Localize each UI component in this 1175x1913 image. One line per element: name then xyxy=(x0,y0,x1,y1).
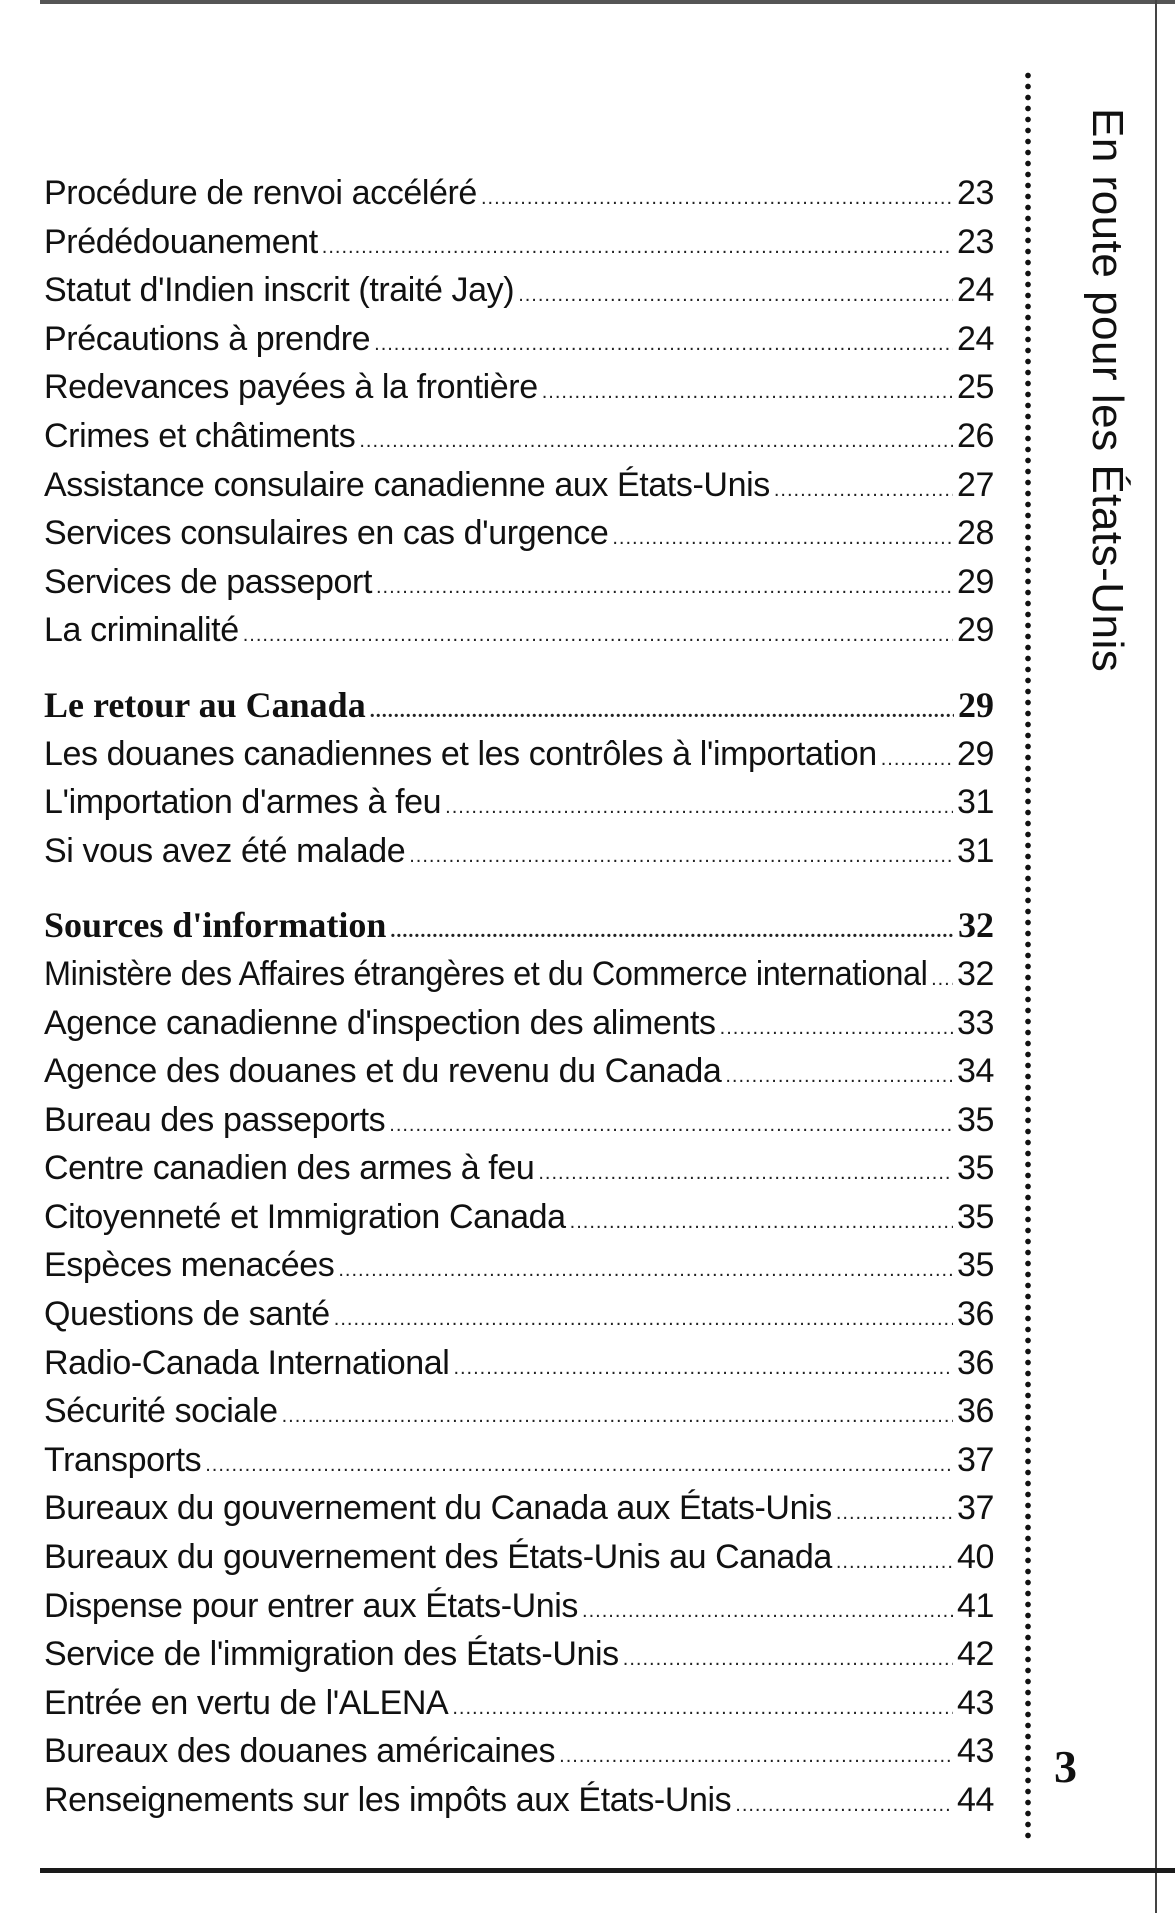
toc-entry-label: Services consulaires en cas d'urgence xyxy=(44,514,609,553)
leader-dots xyxy=(282,1393,953,1440)
toc-entry[interactable] xyxy=(44,1631,994,1680)
toc-entry-page: 37 xyxy=(956,1489,994,1528)
leader-dots xyxy=(774,467,953,514)
toc-entry-label: La criminalité xyxy=(44,611,239,650)
toc-entry-page: 26 xyxy=(956,416,994,455)
toc-entry-label: Ministère des Affaires étrangères et du Commerce international xyxy=(44,954,928,993)
toc-entry-page: 40 xyxy=(956,1538,994,1577)
toc-entry-page: 23 xyxy=(956,174,994,212)
toc-entry-label: Services de passeport xyxy=(44,562,372,601)
section-title: Sources d'information xyxy=(44,905,387,946)
toc-entry-page: 43 xyxy=(956,1732,994,1771)
toc-entry-page: 34 xyxy=(956,1052,994,1091)
toc-entry-label: Agence des douanes et du revenu du Canada xyxy=(44,1052,722,1091)
toc-entry[interactable] xyxy=(44,731,994,780)
leader-dots xyxy=(389,1102,953,1149)
leader-dots xyxy=(582,1588,953,1635)
toc-entry[interactable] xyxy=(44,559,994,608)
toc-entry-label: Précautions à prendre xyxy=(44,319,371,358)
toc-entry[interactable] xyxy=(44,510,994,559)
toc-entry-page: 35 xyxy=(956,1149,994,1188)
leader-dots xyxy=(452,1685,953,1732)
leader-dots xyxy=(612,515,953,562)
toc-entry-label: Citoyenneté et Immigration Canada xyxy=(44,1197,566,1236)
toc-entry[interactable] xyxy=(44,219,994,268)
toc-entry-label: Prédédouanement xyxy=(44,222,318,261)
leader-dots xyxy=(338,1247,953,1294)
leader-dots xyxy=(243,612,953,659)
section-title: Le retour au Canada xyxy=(44,684,366,725)
toc-entry[interactable] xyxy=(44,364,994,413)
leader-dots xyxy=(542,369,953,416)
toc-entry-page: 44 xyxy=(956,1781,994,1819)
toc-entry-page: 24 xyxy=(956,319,994,358)
toc-entry[interactable] xyxy=(44,1194,994,1243)
toc-entry-page: 24 xyxy=(956,271,994,310)
toc-entry[interactable] xyxy=(44,1437,994,1486)
toc-entry-label: Assistance consulaire canadienne aux États-Unis xyxy=(44,465,770,504)
toc-entry[interactable] xyxy=(44,828,994,877)
toc-entry[interactable] xyxy=(44,316,994,365)
toc-entry-label: Agence canadienne d'inspection des aliments xyxy=(44,1003,716,1042)
toc-entry[interactable] xyxy=(44,1777,994,1826)
toc-entry-page: 29 xyxy=(956,734,994,773)
top-border-rule xyxy=(40,0,1175,4)
toc-entry-page: 29 xyxy=(956,611,994,650)
page-right-edge xyxy=(1155,0,1157,1913)
toc-entry-page: 42 xyxy=(956,1635,994,1674)
toc-entry[interactable] xyxy=(44,1145,994,1194)
table-of-contents xyxy=(44,170,994,1826)
toc-entry-page: 31 xyxy=(956,783,994,822)
leader-dots xyxy=(334,1296,953,1343)
toc-entry-page: 41 xyxy=(956,1586,994,1625)
leader-dots xyxy=(445,784,953,831)
leader-dots xyxy=(376,564,953,611)
toc-entry-label: Sécurité sociale xyxy=(44,1392,278,1431)
section-spacer xyxy=(44,876,994,902)
toc-entry-label: Entrée en vertu de l'ALENA xyxy=(44,1683,449,1722)
leader-dots xyxy=(559,1733,953,1780)
section-page: 29 xyxy=(958,684,994,725)
toc-entry[interactable] xyxy=(44,267,994,316)
toc-entry-label: Renseignements sur les impôts aux États-Unis xyxy=(44,1781,732,1819)
toc-entry-page: 27 xyxy=(956,465,994,504)
toc-entry-label: Procédure de renvoi accéléré xyxy=(44,174,477,212)
toc-entry[interactable] xyxy=(44,1485,994,1534)
toc-section-heading[interactable] xyxy=(44,902,994,951)
toc-entry-page: 35 xyxy=(956,1197,994,1236)
toc-entry-label: Radio-Canada International xyxy=(44,1343,450,1382)
toc-entry[interactable] xyxy=(44,413,994,462)
toc-entry-label: Bureaux des douanes américaines xyxy=(44,1732,556,1771)
toc-entry[interactable] xyxy=(44,1097,994,1146)
toc-entry[interactable] xyxy=(44,1291,994,1340)
section-spacer xyxy=(44,656,994,682)
leader-dots xyxy=(931,956,953,1003)
toc-entry-page: 33 xyxy=(956,1003,994,1042)
toc-entry-page: 25 xyxy=(956,368,994,407)
leader-dots xyxy=(409,833,953,880)
leader-dots xyxy=(390,908,954,955)
toc-entry-page: 36 xyxy=(956,1295,994,1334)
toc-entry-label: L'importation d'armes à feu xyxy=(44,783,442,822)
bottom-border-rule xyxy=(40,1868,1175,1873)
leader-dots xyxy=(623,1636,953,1683)
toc-entry-label: Service de l'immigration des États-Unis xyxy=(44,1635,619,1674)
toc-entry-label: Les douanes canadiennes et les contrôles à l'importation xyxy=(44,734,877,773)
toc-entry-label: Dispense pour entrer aux États-Unis xyxy=(44,1586,579,1625)
toc-entry-label: Bureaux du gouvernement du Canada aux États-Unis xyxy=(44,1489,832,1528)
toc-entry[interactable] xyxy=(44,1340,994,1389)
toc-entry-label: Si vous avez été malade xyxy=(44,831,406,870)
toc-entry-page: 36 xyxy=(956,1392,994,1431)
toc-entry-page: 35 xyxy=(956,1100,994,1139)
page-number: 3 xyxy=(1054,1741,1077,1792)
vertical-dotted-rule xyxy=(1024,70,1032,1840)
toc-entry[interactable] xyxy=(44,1242,994,1291)
leader-dots xyxy=(453,1345,953,1392)
leader-dots xyxy=(518,272,953,319)
toc-entry[interactable] xyxy=(44,462,994,511)
toc-entry-page: 23 xyxy=(956,222,994,261)
toc-entry[interactable] xyxy=(44,1534,994,1583)
toc-entry-page: 31 xyxy=(956,831,994,870)
toc-entry[interactable] xyxy=(44,779,994,828)
toc-entry-label: Espèces menacées xyxy=(44,1246,335,1285)
toc-entry[interactable] xyxy=(44,1388,994,1437)
toc-entry-page: 32 xyxy=(956,954,994,993)
toc-entry-page: 35 xyxy=(956,1246,994,1285)
toc-entry-label: Questions de santé xyxy=(44,1295,330,1334)
toc-entry-label: Crimes et châtiments xyxy=(44,416,356,455)
toc-entry-label: Redevances payées à la frontière xyxy=(44,368,538,407)
toc-entry-label: Bureaux du gouvernement des États-Unis au Canada xyxy=(44,1538,832,1577)
toc-entry-label: Transports xyxy=(44,1440,202,1479)
leader-dots xyxy=(720,1005,953,1052)
toc-entry-label: Statut d'Indien inscrit (traité Jay) xyxy=(44,271,515,310)
section-page: 32 xyxy=(958,905,994,946)
toc-entry[interactable] xyxy=(44,1728,994,1777)
toc-entry-label: Centre canadien des armes à feu xyxy=(44,1149,535,1188)
toc-entry[interactable] xyxy=(44,951,994,1000)
toc-entry-page: 37 xyxy=(956,1440,994,1479)
toc-entry-page: 43 xyxy=(956,1683,994,1722)
toc-entry[interactable] xyxy=(44,1583,994,1632)
toc-section-heading[interactable] xyxy=(44,682,994,731)
leader-dots xyxy=(836,1490,953,1537)
leader-dots xyxy=(322,224,953,271)
toc-entry[interactable] xyxy=(44,607,994,656)
leader-dots xyxy=(881,736,953,783)
leader-dots xyxy=(481,175,953,222)
toc-entry[interactable] xyxy=(44,1680,994,1729)
leader-dots xyxy=(359,418,953,465)
leader-dots xyxy=(836,1539,953,1586)
leader-dots xyxy=(374,321,953,368)
leader-dots xyxy=(538,1150,953,1197)
toc-entry-page: 28 xyxy=(956,514,994,553)
leader-dots xyxy=(735,1782,953,1829)
toc-entry[interactable] xyxy=(44,1000,994,1049)
leader-dots xyxy=(725,1053,953,1100)
leader-dots xyxy=(370,688,954,735)
toc-entry-page: 29 xyxy=(956,562,994,601)
toc-entry[interactable] xyxy=(44,1048,994,1097)
toc-entry-page: 36 xyxy=(956,1343,994,1382)
toc-entry[interactable] xyxy=(44,170,994,219)
running-title: En route pour les États-Unis xyxy=(1083,108,1132,673)
leader-dots xyxy=(205,1442,953,1489)
leader-dots xyxy=(570,1199,953,1246)
toc-entry-label: Bureau des passeports xyxy=(44,1100,386,1139)
